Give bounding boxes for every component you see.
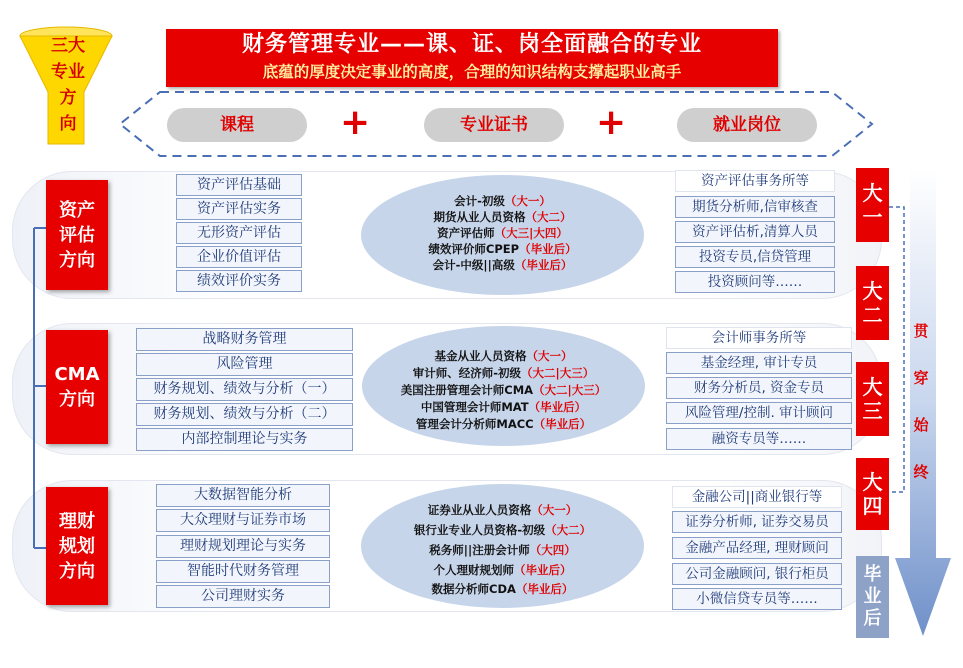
vertical-char: 终: [913, 463, 929, 481]
course-item: 战略财务管理: [136, 328, 353, 351]
vertical-char: 始: [913, 416, 929, 434]
pillar-job: 就业岗位: [677, 108, 817, 142]
cert-line: 个人理财规划师（毕业后）: [433, 563, 572, 577]
job-item: 财务分析员, 资金专员: [666, 377, 852, 399]
direction-label: 方向: [59, 249, 95, 271]
cert-line: 中国管理会计师MAT（毕业后）: [420, 400, 587, 414]
course-item: 智能时代财务管理: [156, 560, 330, 583]
course-item: 大数据智能分析: [156, 484, 330, 507]
year-junior: 大 三: [856, 362, 889, 436]
cert-line: 数据分析师CDA（毕业后）: [431, 582, 574, 596]
course-item: 内部控制理论与实务: [136, 428, 353, 451]
direction-cma: [46, 330, 108, 444]
job-item: 期货分析师,信审核查: [675, 196, 835, 218]
job-item: 资产评估事务所等: [675, 170, 835, 192]
direction-wealth-planning: [46, 487, 108, 605]
cert-line: 会计-中级||高级（毕业后）: [432, 258, 573, 272]
job-item: 会计师事务所等: [666, 327, 852, 349]
plus-icon-1: +: [340, 102, 371, 143]
direction-label: 方向: [59, 389, 95, 410]
cert-line: 资产评估师（大三|大四）: [437, 226, 568, 240]
course-item: 财务规划、绩效与分析（二）: [136, 403, 353, 426]
job-item: 融资专员等……: [666, 428, 852, 450]
direction-asset-evaluation: [46, 180, 108, 290]
job-item: 风险管理/控制. 审计顾问: [666, 402, 852, 424]
cert-line: 税务师||注册会计师（大四）: [429, 543, 576, 557]
cert-ellipse-wealth: [361, 484, 644, 608]
cert-line: 会计-初级（大一）: [454, 194, 551, 208]
course-item: 资产评估实务: [176, 198, 302, 220]
banner-title: 财务管理专业——课、证、岗全面融合的专业: [241, 32, 702, 57]
course-item: 公司理财实务: [156, 585, 330, 608]
course-item: 资产评估基础: [176, 174, 302, 196]
pillar-course: 课程: [167, 108, 307, 142]
vertical-char: 穿: [913, 369, 929, 387]
year-sophomore: 大 二: [856, 266, 889, 340]
course-item: 大众理财与证券市场: [156, 509, 330, 532]
funnel-label-line2: 专业: [51, 62, 85, 82]
job-item: 小微信贷专员等……: [672, 588, 842, 610]
course-item: 绩效评价实务: [176, 270, 302, 292]
cert-ellipse-cma: [362, 326, 645, 446]
down-arrow-icon: [893, 168, 953, 638]
direction-label: 方向: [59, 560, 95, 582]
cert-line: 美国注册管理会计师CMA（大二|大三）: [400, 383, 607, 397]
job-item: 证券分析师, 证券交易员: [672, 511, 842, 533]
direction-label: 规划: [59, 535, 95, 557]
course-item: 无形资产评估: [176, 222, 302, 244]
job-item: 资产评估析,清算人员: [675, 221, 835, 243]
job-item: 投资专员,信贷管理: [675, 246, 835, 268]
title-banner: [166, 29, 778, 87]
funnel-label-line4: 向: [59, 114, 77, 134]
course-item: 企业价值评估: [176, 246, 302, 268]
job-item: 基金经理, 审计专员: [666, 352, 852, 374]
funnel-label-line1: 三大: [51, 36, 85, 56]
job-item: 投资顾问等……: [675, 271, 835, 293]
pillar-cert: 专业证书: [424, 108, 564, 142]
year-freshman: 大 一: [856, 168, 889, 242]
direction-label: 理财: [59, 510, 95, 532]
course-item: 风险管理: [136, 353, 353, 376]
course-item: 理财规划理论与实务: [156, 535, 330, 558]
cert-line: 期货从业人员资格（大二）: [433, 210, 572, 224]
job-item: 金融产品经理, 理财顾问: [672, 537, 842, 559]
cert-ellipse-asset: [361, 175, 644, 295]
funnel-label-line3: 方: [59, 88, 77, 108]
direction-label: 评估: [59, 224, 95, 246]
year-after-graduation: 毕 业 后: [856, 556, 889, 638]
cert-line: 绩效评价师CPEP（毕业后）: [428, 242, 577, 256]
year-senior: 大 四: [856, 458, 889, 530]
cert-line: 银行业专业人员资格-初级（大二）: [413, 523, 592, 537]
course-item: 财务规划、绩效与分析（一）: [136, 378, 353, 401]
banner-subtitle: 底蕴的厚度决定事业的高度，合理的知识结构支撑起职业高手: [262, 63, 682, 81]
job-item: 金融公司||商业银行等: [672, 486, 842, 508]
job-item: 公司金融顾问, 银行柜员: [672, 563, 842, 585]
cert-line: 审计师、经济师-初级（大二|大三）: [412, 366, 595, 380]
direction-label: CMA: [54, 364, 100, 385]
direction-label: 资产: [59, 199, 95, 221]
cert-line: 基金从业人员资格（大一）: [434, 349, 573, 363]
cert-line: 证券业从业人员资格（大一）: [427, 503, 578, 517]
plus-icon-2: +: [596, 102, 627, 143]
cert-line: 管理会计分析师MACC（毕业后）: [415, 417, 592, 431]
vertical-char: 贯: [913, 322, 929, 340]
